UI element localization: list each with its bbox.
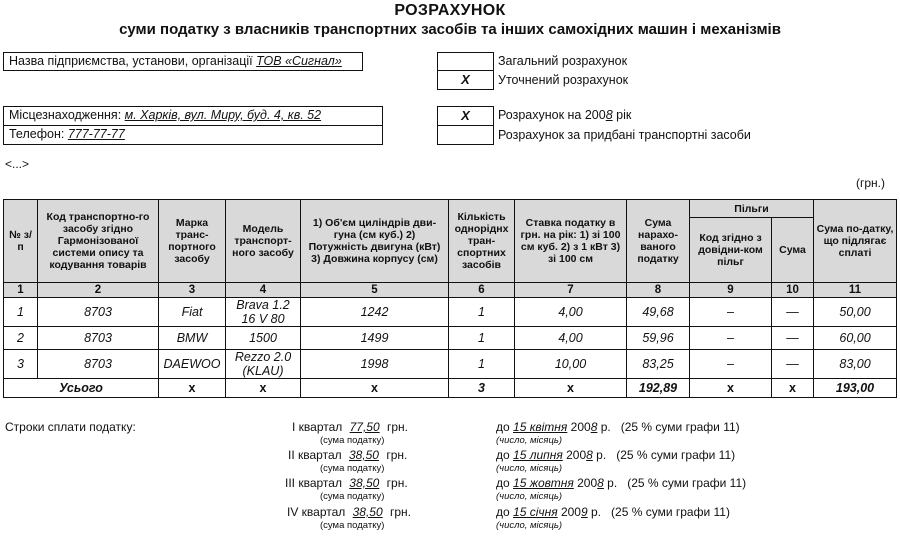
total-cell: 193,00 bbox=[814, 379, 897, 398]
location-field[interactable] bbox=[3, 106, 383, 126]
quarter-due-date: до 15 квітня 2008 р. (25 % суми графи 11) (число, місяць) bbox=[496, 420, 740, 446]
column-numbers-row bbox=[4, 283, 897, 298]
header-benefit-sum: Сума bbox=[772, 218, 814, 283]
table-cell: 1 bbox=[449, 327, 515, 350]
header-quantity: Кількість одноріднх тран-спортних засобів bbox=[449, 200, 515, 283]
table-cell: Rezzo 2.0 (KLAU) bbox=[226, 350, 301, 379]
currency-note: (грн.) bbox=[856, 176, 886, 190]
column-number: 6 bbox=[449, 283, 515, 298]
table-row bbox=[4, 327, 897, 350]
table-cell: – bbox=[690, 327, 772, 350]
general-calc-label: Загальний розрахунок bbox=[498, 54, 628, 68]
total-cell: 192,89 bbox=[627, 379, 690, 398]
schedule-label: Строки сплати податку: bbox=[5, 420, 136, 434]
column-number: 5 bbox=[301, 283, 449, 298]
total-cell: x bbox=[301, 379, 449, 398]
refined-calc-checkbox[interactable]: X bbox=[437, 70, 494, 90]
total-cell: x bbox=[515, 379, 627, 398]
table-cell: 4,00 bbox=[515, 298, 627, 327]
quarter-amount: III квартал 38,50 грн. (сума податку) bbox=[285, 476, 408, 502]
column-number: 7 bbox=[515, 283, 627, 298]
table-cell: 49,68 bbox=[627, 298, 690, 327]
table-cell: — bbox=[772, 327, 814, 350]
table-cell: 2 bbox=[4, 327, 38, 350]
quarter-amount: IV квартал 38,50 грн. (сума податку) bbox=[287, 505, 411, 531]
table-cell: 1 bbox=[449, 298, 515, 327]
table-cell: Brava 1.2 16 V 80 bbox=[226, 298, 301, 327]
refined-calc-label: Уточнений розрахунок bbox=[498, 73, 629, 87]
table-cell: – bbox=[690, 298, 772, 327]
table-cell: 83,00 bbox=[814, 350, 897, 379]
total-row bbox=[4, 379, 897, 398]
table-cell: 50,00 bbox=[814, 298, 897, 327]
omission-mark: <...> bbox=[5, 157, 30, 171]
header-model: Модель транспорт-ного засобу bbox=[226, 200, 301, 283]
header-rate: Ставка податку в грн. на рік: 1) зі 100 см куб. 2) з 1 кВт 3) зі 100 см bbox=[515, 200, 627, 283]
table-cell: 1998 bbox=[301, 350, 449, 379]
company-name-value: ТОВ «Сигнал» bbox=[256, 54, 342, 68]
table-cell: 59,96 bbox=[627, 327, 690, 350]
total-cell: x bbox=[772, 379, 814, 398]
total-cell: 3 bbox=[449, 379, 515, 398]
total-cell: x bbox=[226, 379, 301, 398]
location-label: Місцезнаходження: bbox=[9, 108, 122, 122]
location-value: м. Харків, вул. Миру, буд. 4, кв. 52 bbox=[124, 108, 322, 122]
table-cell: 10,00 bbox=[515, 350, 627, 379]
column-number: 2 bbox=[38, 283, 159, 298]
column-number: 11 bbox=[814, 283, 897, 298]
year-calc-label: Розрахунок на 2008 рік bbox=[498, 108, 632, 122]
table-cell: 83,25 bbox=[627, 350, 690, 379]
header-payable: Сума по-датку, що підлягає сплаті bbox=[814, 200, 897, 283]
column-number: 3 bbox=[159, 283, 226, 298]
table-cell: – bbox=[690, 350, 772, 379]
quarter-amount: II квартал 38,50 грн. (сума податку) bbox=[288, 448, 408, 474]
quarter-amount: I квартал 77,50 грн. (сума податку) bbox=[292, 420, 408, 446]
table-cell: 3 bbox=[4, 350, 38, 379]
header-assessed: Сума нарахо-ваного податку bbox=[627, 200, 690, 283]
table-cell: 8703 bbox=[38, 298, 159, 327]
general-calc-checkbox[interactable] bbox=[437, 52, 494, 71]
header-engine: 1) Об'єм циліндрів дви-гуна (см куб.) 2) Потужність двигуна (кВт) 3) Довжина корпусу (см) bbox=[301, 200, 449, 283]
total-cell: x bbox=[690, 379, 772, 398]
table-cell: — bbox=[772, 298, 814, 327]
quarter-due-date: до 15 липня 2008 р. (25 % суми графи 11) (число, місяць) bbox=[496, 448, 736, 474]
tax-table bbox=[3, 199, 897, 398]
header-brand: Марка транс-портного засобу bbox=[159, 200, 226, 283]
table-cell: 1 bbox=[4, 298, 38, 327]
table-cell: DAEWOO bbox=[159, 350, 226, 379]
phone-label: Телефон: bbox=[9, 127, 65, 141]
purchased-calc-checkbox[interactable] bbox=[437, 125, 494, 145]
header-index: № з/п bbox=[4, 200, 38, 283]
column-number: 9 bbox=[690, 283, 772, 298]
phone-value: 777-77-77 bbox=[67, 127, 125, 141]
total-label: Усього bbox=[4, 379, 159, 398]
table-cell: 8703 bbox=[38, 350, 159, 379]
table-cell: — bbox=[772, 350, 814, 379]
column-number: 10 bbox=[772, 283, 814, 298]
table-cell: 4,00 bbox=[515, 327, 627, 350]
column-number: 1 bbox=[4, 283, 38, 298]
table-cell: 8703 bbox=[38, 327, 159, 350]
quarter-due-date: до 15 жовтня 2008 р. (25 % суми графи 11) (число, місяць) bbox=[496, 476, 747, 502]
company-name-label: Назва підприємства, установи, організації bbox=[9, 54, 253, 68]
table-cell: 1242 bbox=[301, 298, 449, 327]
document-subtitle: суми податку з власників транспортних засобів та інших самохідних машин і механізмів bbox=[119, 21, 781, 38]
table-cell: BMW bbox=[159, 327, 226, 350]
header-benefit-code: Код згідно з довідни-ком пільг bbox=[690, 218, 772, 283]
table-cell: Fiat bbox=[159, 298, 226, 327]
quarter-due-date: до 15 січня 2009 р. (25 % суми графи 11) (число, місяць) bbox=[496, 505, 730, 531]
header-benefits-group: Пільги bbox=[690, 200, 814, 218]
column-number: 8 bbox=[627, 283, 690, 298]
document-title: РОЗРАХУНОК bbox=[394, 2, 506, 19]
table-cell: 1499 bbox=[301, 327, 449, 350]
column-number: 4 bbox=[226, 283, 301, 298]
total-cell: x bbox=[159, 379, 226, 398]
company-name-field[interactable] bbox=[3, 52, 363, 71]
table-cell: 1500 bbox=[226, 327, 301, 350]
header-code: Код транспортно-го засобу згідно Гармонізованої системи опису та кодування товарів bbox=[38, 200, 159, 283]
table-row bbox=[4, 350, 897, 379]
table-cell: 1 bbox=[449, 350, 515, 379]
phone-field[interactable] bbox=[3, 125, 383, 145]
purchased-calc-label: Розрахунок за придбані транспортні засоби bbox=[498, 128, 751, 142]
year-calc-checkbox[interactable]: X bbox=[437, 106, 494, 126]
table-row bbox=[4, 298, 897, 327]
table-cell: 60,00 bbox=[814, 327, 897, 350]
